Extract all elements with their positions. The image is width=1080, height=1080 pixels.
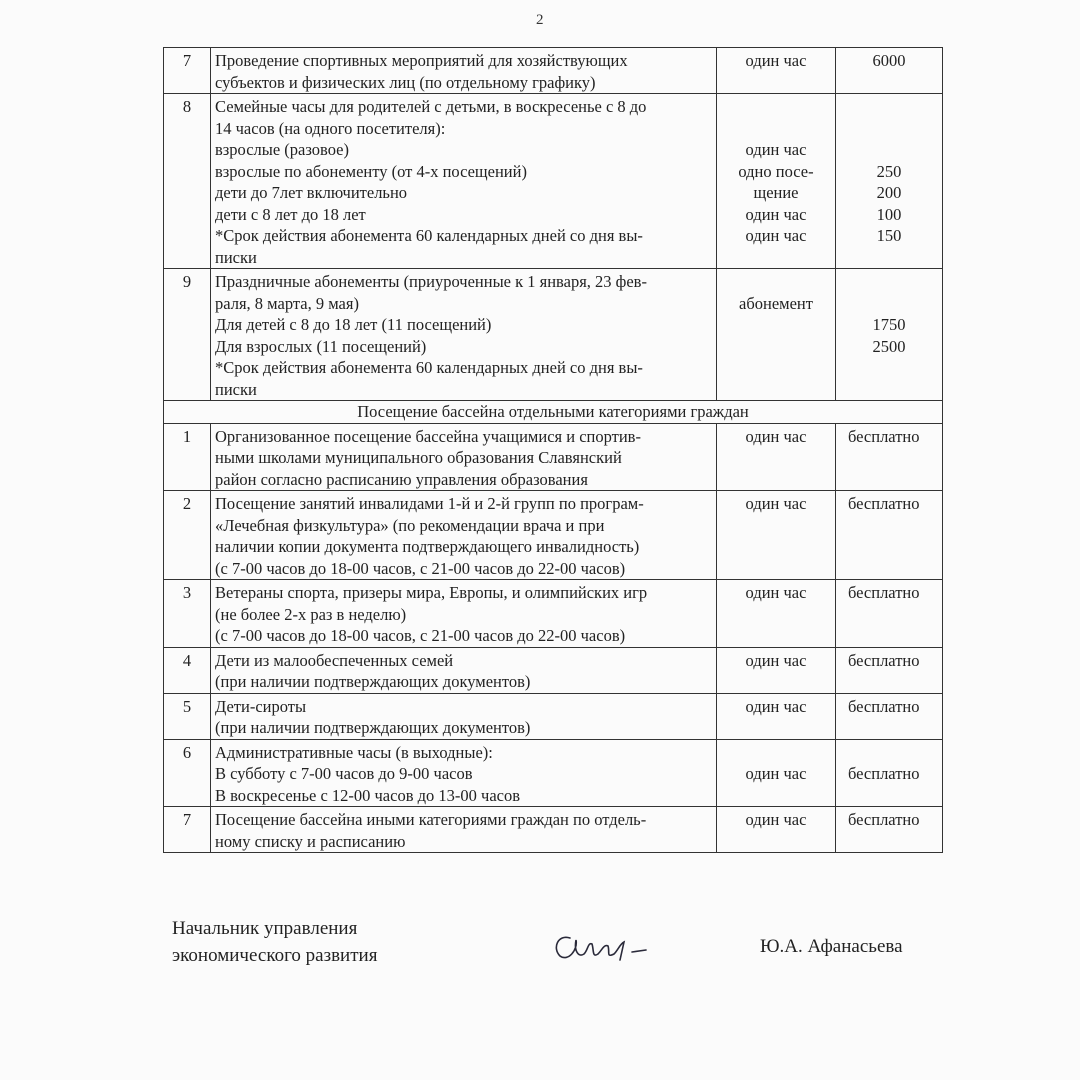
table-row: [164, 491, 943, 580]
row-price: [836, 269, 943, 401]
row-description-line: Административные часы (в выходные):: [215, 742, 493, 762]
row-number: 9: [164, 269, 211, 401]
row-number: 4: [164, 647, 211, 693]
table-row: [164, 48, 943, 94]
signature-position: [172, 915, 377, 969]
row-price-line: [840, 118, 938, 140]
row-description-line: наличии копии документа подтверждающего инвалидность): [215, 537, 640, 556]
row-price-line: бесплатно: [848, 583, 920, 602]
row-price-line: бесплатно: [848, 650, 920, 670]
section-title: Посещение бассейна отдельными категориями граждан: [164, 401, 943, 424]
row-price: [836, 48, 943, 94]
row-description: [211, 580, 717, 648]
signer-name: Ю.А. Афанасьева: [760, 936, 903, 957]
row-description: [211, 739, 717, 807]
row-description-line: субъектов и физических лиц (по отдельному графику): [215, 72, 596, 92]
row-description-line: взрослые (разовое): [215, 140, 349, 159]
row-description: [211, 269, 717, 401]
row-price-line: 150: [876, 226, 902, 245]
row-unit-line: один час: [745, 810, 807, 829]
row-unit-line: щение: [753, 183, 799, 202]
row-price: [836, 423, 943, 491]
row-unit-line: один час: [745, 650, 807, 670]
row-unit: [717, 423, 836, 491]
row-number: 8: [164, 94, 211, 269]
row-price-line: 6000: [872, 51, 906, 70]
row-description-line: (с 7-00 часов до 18-00 часов, с 21-00 часов до 22-00 часов): [215, 558, 626, 578]
table-row: [164, 693, 943, 739]
row-unit-line: [721, 118, 831, 140]
row-number: 5: [164, 693, 211, 739]
row-price-line: бесплатно: [848, 696, 920, 716]
row-description-line: ными школами муниципального образования Славянский: [215, 448, 622, 467]
row-description-line: Праздничные абонементы (приуроченные к 1 января, 23 фев-: [215, 272, 647, 291]
page-number: 2: [536, 12, 544, 28]
row-description: [211, 48, 717, 94]
table-row: [164, 580, 943, 648]
row-price-line: 200: [876, 183, 902, 202]
tariff-table: [163, 47, 943, 853]
row-description-line: *Срок действия абонемента 60 календарных дней со дня вы-: [215, 226, 643, 245]
row-description-line: Посещение занятий инвалидами 1-й и 2-й групп по програм-: [215, 494, 644, 513]
handwritten-signature: [548, 920, 658, 968]
row-price-line: [848, 742, 938, 764]
table-row: [164, 269, 943, 401]
table-row: [164, 647, 943, 693]
row-price: [836, 807, 943, 853]
row-description-line: (с 7-00 часов до 18-00 часов, с 21-00 часов до 22-00 часов): [215, 626, 626, 645]
row-unit: [717, 580, 836, 648]
row-description: [211, 94, 717, 269]
position-line-2: экономического развития: [172, 945, 378, 966]
row-price: [836, 491, 943, 580]
table-section-header: [164, 401, 943, 424]
row-description-line: 14 часов (на одного посетителя):: [215, 118, 446, 138]
section-row: [164, 401, 943, 424]
row-description: [211, 807, 717, 853]
row-number: 3: [164, 580, 211, 648]
row-price-line: 250: [876, 161, 902, 181]
row-description-line: писки: [215, 379, 257, 399]
row-price-line: [840, 96, 938, 118]
row-unit-line: один час: [745, 764, 807, 783]
row-description-line: (не более 2-х раз в неделю): [215, 604, 407, 624]
row-price-line: 100: [876, 204, 902, 224]
row-price: [836, 647, 943, 693]
row-price-line: 2500: [872, 336, 906, 356]
row-unit-line: [721, 742, 831, 764]
row-price-line: [840, 293, 938, 315]
row-number: 7: [164, 807, 211, 853]
row-description: [211, 647, 717, 693]
row-number: 7: [164, 48, 211, 94]
row-description-line: Организованное посещение бассейна учащимися и спортив-: [215, 426, 641, 446]
row-description-line: взрослые по абонементу (от 4-х посещений): [215, 161, 527, 181]
row-description-line: Семейные часы для родителей с детьми, в воскресенье с 8 до: [215, 97, 647, 116]
row-description-line: дети до 7лет включительно: [215, 183, 408, 202]
row-unit: [717, 693, 836, 739]
row-price-line: [840, 271, 938, 293]
table-row: [164, 94, 943, 269]
row-unit-line: один час: [745, 494, 807, 513]
row-description-line: район согласно расписанию управления образования: [215, 469, 588, 489]
row-unit-line: один час: [745, 51, 807, 70]
row-description-line: Для детей с 8 до 18 лет (11 посещений): [215, 315, 492, 334]
row-description-line: Проведение спортивных мероприятий для хозяйствующих: [215, 51, 628, 70]
table-body-paid-services: [164, 48, 943, 401]
row-price: [836, 94, 943, 269]
row-unit-line: один час: [745, 204, 807, 224]
row-unit: [717, 807, 836, 853]
row-unit: [717, 48, 836, 94]
row-description: [211, 491, 717, 580]
row-unit: [717, 269, 836, 401]
row-unit-line: одно посе-: [738, 161, 814, 181]
row-unit: [717, 491, 836, 580]
table-body-free-categories: [164, 423, 943, 853]
row-price: [836, 693, 943, 739]
row-description-line: Дети из малообеспеченных семей: [215, 650, 454, 670]
row-description-line: писки: [215, 247, 257, 267]
row-unit-line: один час: [745, 696, 807, 716]
row-unit-line: [721, 96, 831, 118]
row-price-line: бесплатно: [848, 494, 920, 513]
row-number: 6: [164, 739, 211, 807]
row-description: [211, 693, 717, 739]
row-price-line: [840, 139, 938, 161]
row-price: [836, 739, 943, 807]
row-price-line: бесплатно: [848, 810, 920, 829]
table-row: [164, 807, 943, 853]
row-description-line: Ветераны спорта, призеры мира, Европы, и олимпийских игр: [215, 583, 648, 602]
row-price: [836, 580, 943, 648]
row-description-line: (при наличии подтверждающих документов): [215, 672, 531, 691]
row-unit-line: один час: [745, 426, 807, 446]
row-description-line: Дети-сироты: [215, 696, 307, 716]
row-unit-line: абонемент: [739, 293, 813, 313]
row-description-line: ному списку и расписанию: [215, 831, 406, 851]
row-description-line: В субботу с 7-00 часов до 9-00 часов: [215, 764, 473, 783]
row-description-line: дети с 8 лет до 18 лет: [215, 204, 366, 224]
row-unit-line: один час: [745, 140, 807, 159]
row-unit: [717, 647, 836, 693]
row-unit: [717, 739, 836, 807]
table-row: [164, 739, 943, 807]
row-price-line: бесплатно: [848, 764, 920, 783]
row-description-line: (при наличии подтверждающих документов): [215, 718, 531, 737]
row-description-line: раля, 8 марта, 9 мая): [215, 293, 359, 313]
row-description-line: Для взрослых (11 посещений): [215, 336, 427, 356]
row-number: 1: [164, 423, 211, 491]
position-line-1: Начальник управления: [172, 918, 358, 939]
row-description-line: «Лечебная физкультура» (по рекомендации врача и при: [215, 515, 605, 535]
row-unit-line: один час: [745, 583, 807, 602]
row-unit-line: [721, 271, 831, 293]
table-row: [164, 423, 943, 491]
row-price-line: 1750: [872, 315, 906, 334]
row-description-line: *Срок действия абонемента 60 календарных дней со дня вы-: [215, 358, 643, 377]
row-description: [211, 423, 717, 491]
row-unit-line: один час: [745, 226, 807, 245]
row-number: 2: [164, 491, 211, 580]
row-price-line: бесплатно: [848, 426, 920, 446]
row-description-line: Посещение бассейна иными категориями граждан по отдель-: [215, 810, 647, 829]
row-description-line: В воскресенье с 12-00 часов до 13-00 часов: [215, 785, 521, 805]
row-unit: [717, 94, 836, 269]
